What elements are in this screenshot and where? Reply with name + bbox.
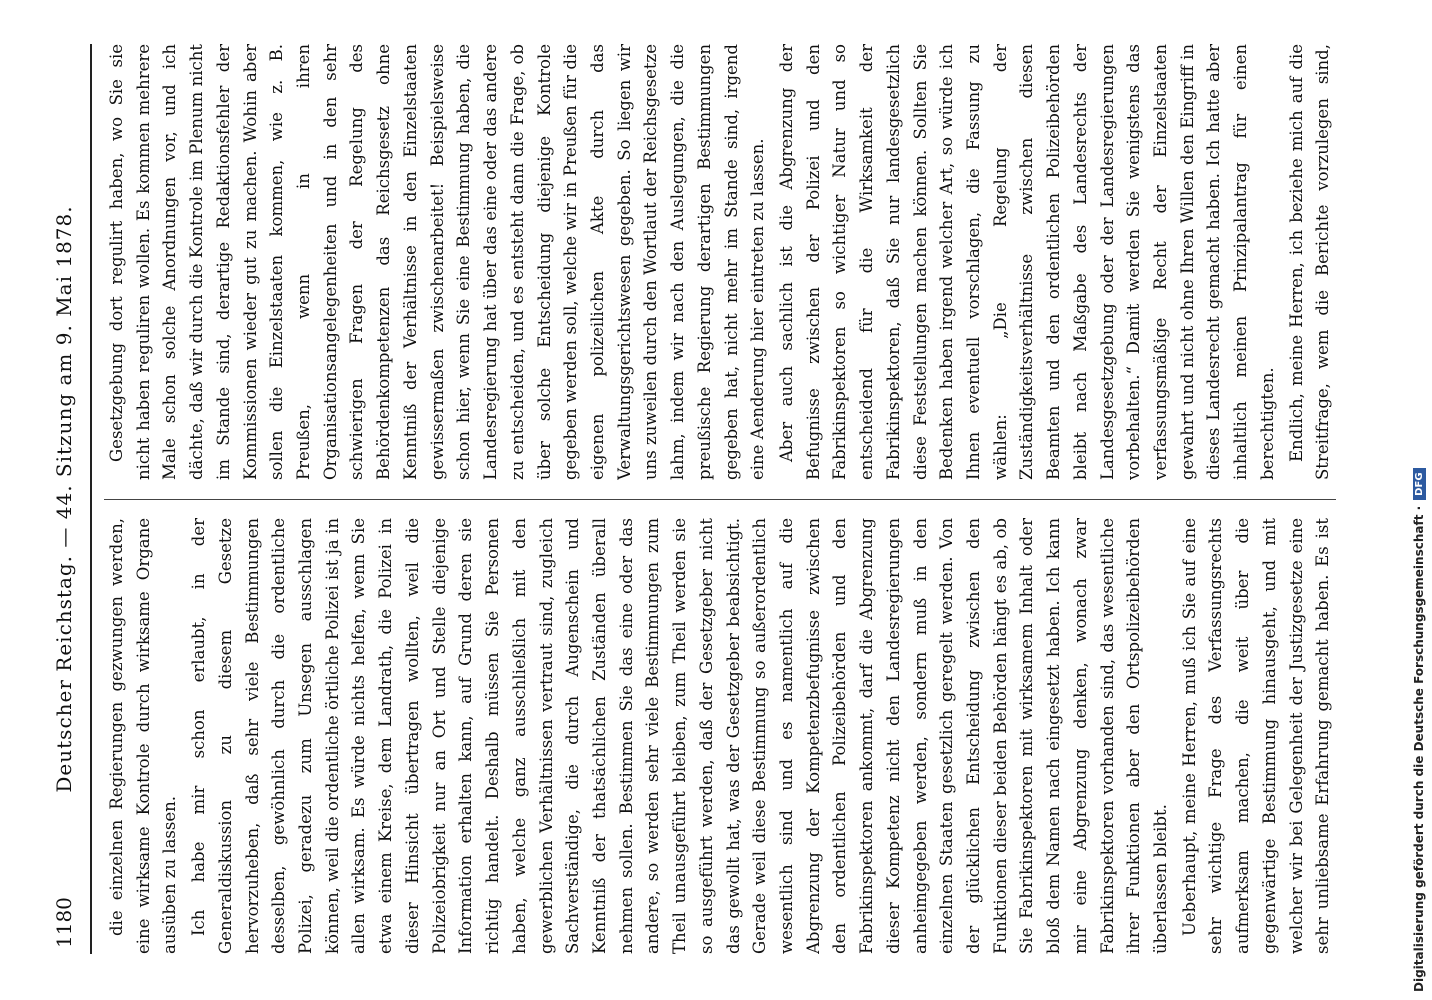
paragraph: die einzelnen Regierungen gezwungen werden, eine wirksame Kontrole durch wirksame Organe ausüben zu lassen. [107, 518, 180, 954]
paragraph: Ueberhaupt, meine Herren, muß ich Sie auf eine sehr wichtige Frage des Verfassungsrechts aufmerksam machen, die weit über die gegenwärtige Bestimmung hinausgeht, und mit welcher wir bei Gelegenheit der Justizgesetze eine sehr unliebsame Erfahrung gemacht haben. Es ist [1179, 518, 1333, 954]
dfg-logo-badge: DFG [1413, 468, 1426, 499]
column-divider [104, 499, 1336, 500]
page-header [46, 44, 88, 954]
paragraph: Aber auch sachlich ist die Abgrenzung der Befugnisse zwischen der Polizei und den Fabrikinspektoren so wichtiger Natur und so entscheidend für die Wirksamkeit der Fabrikinspektoren, daß Sie nur landesgesetzlich diese Feststellungen machen können. Sollten Sie Bedenken haben irgend welcher Art, so würde ich Ihnen eventuell vorschlagen, die Fassung zu wählen: „Die Regelung der Zuständigkeitsverhältnisse zwischen diesen Beamten und den ordentlichen Polizeibehörden bleibt nach Maßgabe des Landesrechts der Landesgesetzgebung oder der Landesregierungen vorbehalten.“ Damit werden Sie wenigstens das verfassungsmäßige Recht der Einzelstaaten gewahrt und nicht ohne Ihren Willen den Eingriff in dieses Landesrecht gemacht haben. Ich hatte aber inhaltlich meinen Prinzipalantrag für einen berechtigten. [776, 44, 1277, 480]
header-rule [90, 44, 92, 954]
paragraph: Gesetzgebung dort regulirt haben, wo Sie sie nicht haben reguliren wollen. Es kommen mehrere Male schon solche Anordnungen vor, und ich dächte, daß wir durch die Kontrole im Plenum nicht im Stande sind, derartige Redaktionsfehler der Kommissionen wieder gut zu machen. Wohin aber sollen die Einzelstaaten kommen, wie z. B. Preußen, wenn in ihren Organisationsangelegenheiten und in den sehr schwierigen Fragen der Regelung des Behördenkompetenzen das Reichsgesetz ohne Kenntniß der Verhältnisse in den Einzelstaaten gewissermaßen zwischenarbeitet! Beispielsweise schon hier, wenn Sie eine Bestimmung haben, die Landesregierung hat über das eine oder das andere zu entscheiden, und es entsteht dann die Frage, ob über solche Entscheidung diejenige Kontrole gegeben werden soll, welche wir in Preußen für die eigenen polizeilichen Akte durch das Verwaltungsgerichtswesen gegeben. So liegen wir uns zuweilen durch den Wortlaut der Reichsgesetze lahm, indem wir nach den Auslegungen, die die preußische Regierung derartigen Bestimmungen gegeben hat, nicht mehr im Stande sind, irgend eine Aenderung hier eintreten zu lassen. [107, 44, 768, 480]
paragraph: Endlich, meine Herren, ich beziehe mich auf die Streitfrage, wem die Berichte vorzulegen sind, [1286, 44, 1333, 480]
paragraph: Ich habe mir schon erlaubt, in der Generaldiskussion zu diesem Gesetze hervorzuheben, daß sehr viele Bestimmungen desselben, gewöhnlich durch die ordentliche Polizei, geradezu zum Unsegen ausschlagen können, weil die ordentliche örtliche Polizei ist ja in allen wirksam. Es würde nichts helfen, wenn Sie etwa einem Kreise, dem Landrath, die Polizei in dieser Hinsicht übertragen wollten, weil die Polizeiobrigkeit nur an Ort und Stelle diejenige Information erhalten kann, auf Grund deren sie richtig handelt. Deshalb müssen Sie Personen haben, welche ganz ausschließlich mit den gewerblichen Verhältnissen vertraut sind, zugleich Sachverständige, die durch Augenschein und Kenntniß der thatsächlichen Zuständen überall nehmen sollen. Bestimmen Sie das eine oder das andere, so werden sehr viele Bestimmungen zum Theil unausgeführt bleiben, zum Theil werden sie so ausgeführt werden, daß der Gesetzgeber nicht das gewollt hat, was der Gesetzgeber beabsichtigt. Gerade weil diese Bestimmung so außerordentlich wesentlich sind und es namentlich auf die Abgrenzung der Kompetenzbefugnisse zwischen den ordentlichen Polizeibehörden und den Fabrikinspektoren ankommt, darf die Abgrenzung dieser Kompetenz nicht den Landesregierungen anheimgegeben werden, sondern muß in den einzelnen Staaten gesetzlich geregelt werden. Von der glücklichen Entscheidung zwischen den Funktionen dieser beiden Behörden hängt es ab, ob Sie Fabrikinspektoren mit wirksamem Inhalt oder bloß dem Namen nach eingesetzt haben. Ich kann mir eine Abgrenzung denken, wonach zwar Fabrikinspektoren vorhanden sind, das wesentliche ihrer Funktionen aber den Ortspolizeibehörden überlassen bleibt. [189, 518, 1171, 954]
page-number: 1180 [52, 897, 76, 948]
text-column-right [104, 44, 1336, 480]
dfg-watermark [1412, 468, 1426, 992]
text-column-left [104, 518, 1336, 954]
running-title: Deutscher Reichstag. — 44. Sitzung am 9. Mai 1878. [52, 205, 76, 793]
rotated-document-page [46, 44, 1346, 954]
watermark-text: Digitalisierung gefördert durch die Deutsche Forschungsgemeinschaft · [1412, 505, 1426, 992]
